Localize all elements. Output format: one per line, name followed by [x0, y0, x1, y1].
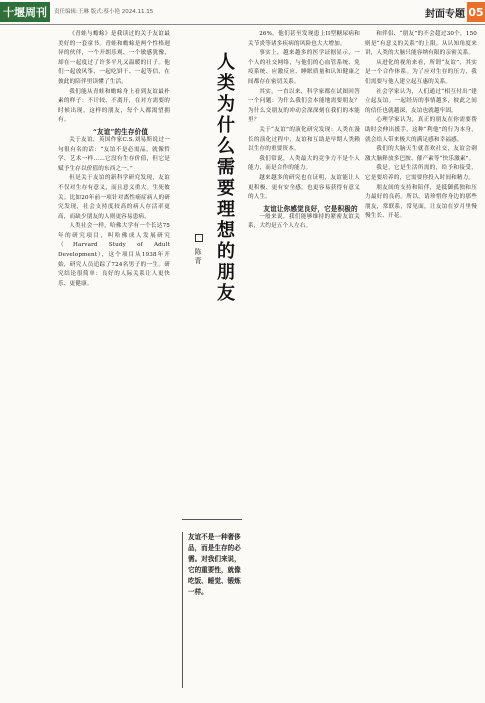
paragraph: 和伴侣、“朋友”的不会超过30个，150则是“有意义的关系”的上限。从认知角度来讲，人类的大脑只能容纳有限的亲密关系。 [365, 31, 477, 57]
paragraph: 事实上，越来越多的医学证据显示，一个人的社交网络，与他们的心血管系统、免疫系统、应激反应、睡眠质量和认知健康之间都存在密切关系。 [248, 50, 360, 85]
paragraph: 我们的大脑天生就喜欢社交，友谊会刺激大脑释放多巴胺、催产素等“快乐激素”。 [365, 146, 477, 162]
paragraph: 心理学家认为，真正的朋友在你需要帮助时会伸出援手，这种“利他”的行为本身，就会给人带来极大的满足感和幸福感。 [365, 117, 477, 143]
subheading: 友谊让你感觉良好，它是积极的 [263, 204, 358, 213]
paragraph: 26%。他们甚至发现患上II型糖尿病和关节炎等诸多疾病的风险也大大增加。 [248, 31, 360, 47]
page-header [0, 0, 485, 26]
paragraph: 《青蛙与蟾蜍》是我读过的关于友谊最美好的一套童书。青蛙和蟾蜍是两个性格迥异的伙伴，一个开朗乐观、一个敏感犹豫，却在一起度过了许多平凡又温暖的日子。他们一起放风筝、一起吃饼干、一起等信，在彼此的陪伴里读懂了生活。 [58, 31, 170, 85]
paragraph: 社会学家认为，人们通过“相互付出”建立起友谊。一起经历的事情越多，彼此之间的信任也就越深，友谊也就越牢固。 [365, 88, 477, 114]
paragraph: 我们常说，人类最大的竞争力不是个人能力，而是合作的能力。 [248, 155, 360, 172]
newspaper-brand: 十堰周刊 [0, 2, 50, 22]
column-1 [58, 30, 170, 698]
pull-quote: 友谊不是一种奢侈品，而是生存的必需。对我们来说，它的重要性，就像吃饭、睡觉、锻炼一样。 [182, 532, 244, 688]
article-title: 人类为什么需要理想的朋友 [214, 52, 235, 304]
paragraph: 其实，一直以来，科学家都在试图回答一个问题：为什么我们会本能地需要朋友？为什么交朋友的冲动会深深刻在我们的本能里？ [248, 88, 360, 124]
paragraph: 关于“友谊”的演化研究发现：人类在漫长的演化过程中，友谊和互助是早期人类赖以生存的重要资本。 [248, 126, 360, 153]
column-2 [248, 30, 360, 698]
byline-marker [195, 234, 203, 242]
editor-meta: 责任编辑:王琳 版式:蔡小艳 2024.11.15 [54, 9, 154, 15]
paragraph: 关于友谊，英国作家C.S.刘易斯说过一句很有名的话：“友谊不是必需品，就像哲学、艺术一样……它没有生存价值，但它是赋予生存以价值的东西之一。” [58, 136, 170, 172]
subheading: “友谊”的生存价值 [93, 127, 149, 136]
column-3 [365, 30, 477, 698]
header-rule [0, 24, 485, 25]
paragraph: 从进化的视角来看，所谓“友谊”，其实是一个合作体系。为了应对生存的压力，我们需要与他人建立起互惠的关系。 [365, 59, 477, 85]
paragraph: 朋友间的支持和陪伴，是抵御孤独和压力最好的良药。所以，请珍惜你身边的那些朋友，常联系，常见面，让友谊在岁月里慢慢生长、开花。 [365, 184, 477, 220]
paragraph: 人类社会一样，哈佛大学有一个长达75年的研究项目，叫哈佛成人发展研究（Harvard Study of Adult Development），这个项目从1938年开始，研究人员追踪了724名男子的一生。研究结论很简单：良好的人际关系让人更快乐、更健康。 [58, 223, 170, 287]
section-title: 封面专题 [425, 9, 465, 20]
paragraph: 我们能从青蛙和蟾蜍身上看到友谊最朴素的样子：不计较、不离开，在对方需要的时候出现。这样的朋友，每个人都渴望拥有。 [58, 88, 170, 124]
title-block [175, 52, 245, 512]
author-name: 陈青 [194, 248, 202, 266]
page-number: 05 [467, 2, 485, 22]
paragraph: 我是，它是生活所需的，给予和接受，它是要培养的，它需要你投入时间和精力。 [365, 165, 477, 181]
paragraph: 但是关于友谊的新科学研究发现，友谊不仅对生存有意义，而且意义重大。生死攸关。比如20年前一项针对离性癌症病人的研究发现，社会支持度较高的病人存活率更高，而缺少朋友的人则更容易患病。 [58, 175, 170, 220]
paragraph: 越来越多的研究也在证明，友谊能让人更积极、更有安全感，也更容易获得有意义的人生。 [248, 174, 360, 201]
pull-quote-rule [182, 519, 242, 520]
paragraph: 一般来说，我们能够维持的紧密友谊关系，大约是五个人左右。 [248, 213, 360, 230]
